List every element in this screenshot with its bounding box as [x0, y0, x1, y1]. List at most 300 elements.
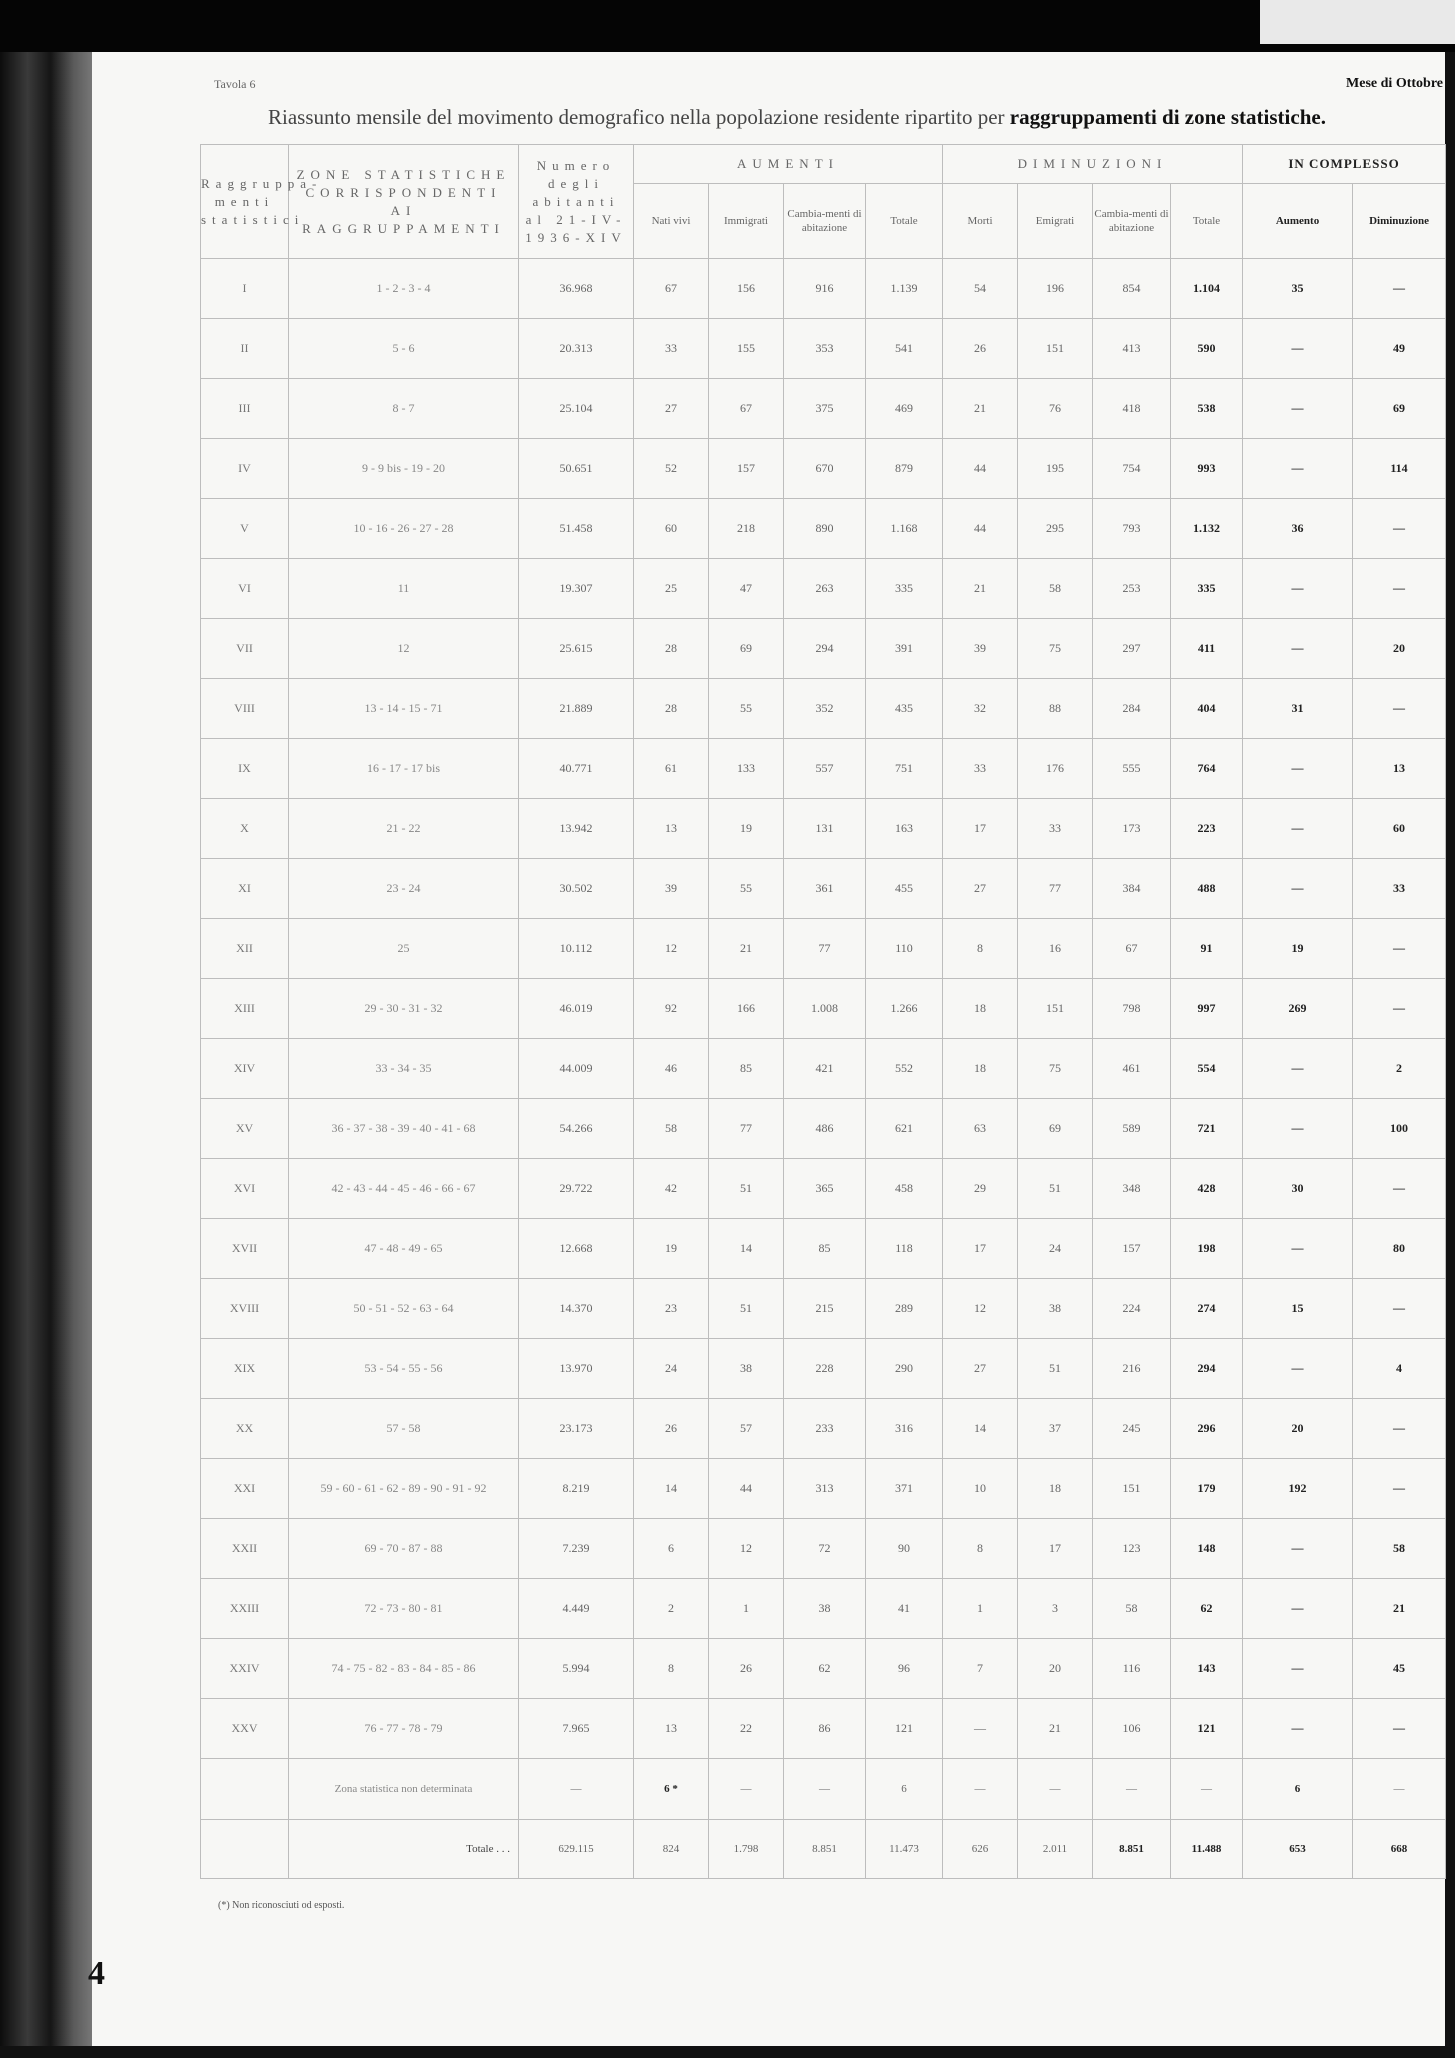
table-cell: —: [1353, 1759, 1446, 1820]
table-cell: XX: [201, 1399, 289, 1459]
table-cell: XXV: [201, 1699, 289, 1759]
footnote: (*) Non riconosciuti od esposti.: [218, 1900, 345, 1911]
table-cell: 20: [1243, 1399, 1353, 1459]
table-cell: 590: [1171, 319, 1243, 379]
table-cell: VI: [201, 559, 289, 619]
table-cell: 55: [709, 859, 784, 919]
table-row: [201, 379, 1446, 439]
table-cell: 176: [1018, 739, 1093, 799]
table-cell: —: [519, 1759, 634, 1820]
table-cell: 44: [943, 439, 1018, 499]
table-cell: 46.019: [519, 979, 634, 1039]
table-cell: —: [1243, 1579, 1353, 1639]
table-cell: 75: [1018, 1039, 1093, 1099]
table-cell: 61: [634, 739, 709, 799]
table-cell: 21.889: [519, 679, 634, 739]
table-cell: 23: [634, 1279, 709, 1339]
table-cell: 289: [866, 1279, 943, 1339]
table-cell: 51: [1018, 1159, 1093, 1219]
table-cell: II: [201, 319, 289, 379]
table-cell: 36.968: [519, 259, 634, 319]
table-cell: —: [1018, 1759, 1093, 1820]
table-row: [201, 1519, 1446, 1579]
table-row: [201, 739, 1446, 799]
table-cell: 26: [634, 1399, 709, 1459]
table-cell: 8: [634, 1639, 709, 1699]
table-cell: 52: [634, 439, 709, 499]
table-cell: —: [1353, 1699, 1446, 1759]
table-cell: 245: [1093, 1399, 1171, 1459]
table-row: [201, 1639, 1446, 1699]
table-cell: Zona statistica non determinata: [289, 1759, 519, 1820]
table-cell: 8.851: [784, 1820, 866, 1879]
table-cell: 1.104: [1171, 259, 1243, 319]
table-cell: 58: [1353, 1519, 1446, 1579]
table-cell: 143: [1171, 1639, 1243, 1699]
table-cell: 72: [784, 1519, 866, 1579]
table-cell: 69: [1353, 379, 1446, 439]
table-cell: 21: [709, 919, 784, 979]
table-cell: —: [1353, 1459, 1446, 1519]
table-cell: XXIII: [201, 1579, 289, 1639]
table-cell: 11.488: [1171, 1820, 1243, 1879]
table-cell: 13: [1353, 739, 1446, 799]
table-cell: 2: [634, 1579, 709, 1639]
table-cell: 418: [1093, 379, 1171, 439]
table-cell: 8 - 7: [289, 379, 519, 439]
table-cell: 157: [1093, 1219, 1171, 1279]
table-cell: 21: [1018, 1699, 1093, 1759]
table-cell: 36: [1243, 499, 1353, 559]
table-cell: 223: [1171, 799, 1243, 859]
table-cell: XI: [201, 859, 289, 919]
table-cell: 1.266: [866, 979, 943, 1039]
table-cell: 44: [943, 499, 1018, 559]
table-cell: —: [1243, 1639, 1353, 1699]
table-cell: 10 - 16 - 26 - 27 - 28: [289, 499, 519, 559]
table-cell: 196: [1018, 259, 1093, 319]
table-cell: 555: [1093, 739, 1171, 799]
table-cell: 653: [1243, 1820, 1353, 1879]
table-cell: 798: [1093, 979, 1171, 1039]
table-cell: 121: [866, 1699, 943, 1759]
col-cambiamenti-diminuzioni: Cambia-menti di abitazione: [1093, 184, 1171, 259]
table-cell: 1.132: [1171, 499, 1243, 559]
demographic-table: [200, 144, 1446, 1879]
table-cell: 27: [634, 379, 709, 439]
table-cell: 218: [709, 499, 784, 559]
table-cell: 30: [1243, 1159, 1353, 1219]
table-cell: XIV: [201, 1039, 289, 1099]
col-nati-vivi: Nati vivi: [634, 184, 709, 259]
table-cell: 47: [709, 559, 784, 619]
table-row: [201, 859, 1446, 919]
table-cell: 77: [1018, 859, 1093, 919]
table-cell: 114: [1353, 439, 1446, 499]
col-zone: ZONE STATISTICHE CORRISPONDENTI AI RAGGRUPPAMENTI: [289, 145, 519, 259]
table-cell: 36 - 37 - 38 - 39 - 40 - 41 - 68: [289, 1099, 519, 1159]
table-cell: 90: [866, 1519, 943, 1579]
table-cell: IX: [201, 739, 289, 799]
table-cell: —: [1353, 979, 1446, 1039]
table-cell: 31: [1243, 679, 1353, 739]
table-cell: 15: [1243, 1279, 1353, 1339]
group-in-complesso: IN COMPLESSO: [1243, 145, 1446, 184]
table-cell: [201, 1759, 289, 1820]
table-cell: 116: [1093, 1639, 1171, 1699]
table-cell: 8.219: [519, 1459, 634, 1519]
table-cell: 33 - 34 - 35: [289, 1039, 519, 1099]
table-cell: 50.651: [519, 439, 634, 499]
table-cell: 13: [634, 799, 709, 859]
table-cell: 7.965: [519, 1699, 634, 1759]
table-cell: 21: [943, 379, 1018, 439]
table-cell: XXII: [201, 1519, 289, 1579]
table-cell: 313: [784, 1459, 866, 1519]
table-cell: 58: [1093, 1579, 1171, 1639]
table-cell: 670: [784, 439, 866, 499]
table-cell: V: [201, 499, 289, 559]
table-row: [201, 1459, 1446, 1519]
table-cell: 59 - 60 - 61 - 62 - 89 - 90 - 91 - 92: [289, 1459, 519, 1519]
table-cell: 404: [1171, 679, 1243, 739]
table-cell: 348: [1093, 1159, 1171, 1219]
table-cell: 16: [1018, 919, 1093, 979]
table-cell: 10.112: [519, 919, 634, 979]
table-cell: 371: [866, 1459, 943, 1519]
table-cell: 148: [1171, 1519, 1243, 1579]
table-cell: 62: [784, 1639, 866, 1699]
table-cell: 263: [784, 559, 866, 619]
table-cell: 156: [709, 259, 784, 319]
table-cell: 85: [709, 1039, 784, 1099]
table-cell: 47 - 48 - 49 - 65: [289, 1219, 519, 1279]
table-cell: 192: [1243, 1459, 1353, 1519]
document-title: [268, 105, 1326, 130]
table-cell: 20: [1018, 1639, 1093, 1699]
table-cell: 5 - 6: [289, 319, 519, 379]
table-cell: 10: [943, 1459, 1018, 1519]
table-cell: 8.851: [1093, 1820, 1171, 1879]
table-cell: 151: [1018, 979, 1093, 1039]
table-cell: 51.458: [519, 499, 634, 559]
table-cell: 19: [1243, 919, 1353, 979]
table-cell: 751: [866, 739, 943, 799]
table-cell: —: [1243, 439, 1353, 499]
col-numero-abitanti: Numero degli abitanti al 21-IV-1936-XIV: [519, 145, 634, 259]
table-row: [201, 1339, 1446, 1399]
table-cell: 295: [1018, 499, 1093, 559]
table-cell: 2.011: [1018, 1820, 1093, 1879]
table-row: [201, 679, 1446, 739]
table-cell: 629.115: [519, 1820, 634, 1879]
table-row: [201, 439, 1446, 499]
table-cell: 469: [866, 379, 943, 439]
table-row: [201, 499, 1446, 559]
table-cell: I: [201, 259, 289, 319]
table-cell: 54.266: [519, 1099, 634, 1159]
scan-bottom-border: [0, 2046, 1455, 2058]
table-cell: 20.313: [519, 319, 634, 379]
table-cell: 13: [634, 1699, 709, 1759]
table-cell: 53 - 54 - 55 - 56: [289, 1339, 519, 1399]
table-cell: 44: [709, 1459, 784, 1519]
table-cell: —: [943, 1759, 1018, 1820]
table-cell: 123: [1093, 1519, 1171, 1579]
table-row: [201, 1039, 1446, 1099]
table-cell: 4.449: [519, 1579, 634, 1639]
table-cell: 110: [866, 919, 943, 979]
table-cell: 118: [866, 1219, 943, 1279]
table-cell: 294: [784, 619, 866, 679]
table-cell: 60: [1353, 799, 1446, 859]
table-cell: 17: [943, 1219, 1018, 1279]
table-cell: 67: [634, 259, 709, 319]
table-cell: —: [1353, 1279, 1446, 1339]
table-cell: 233: [784, 1399, 866, 1459]
table-cell: 51: [709, 1279, 784, 1339]
table-cell: 335: [866, 559, 943, 619]
table-cell: 253: [1093, 559, 1171, 619]
table-row: [201, 799, 1446, 859]
table-cell: 29: [943, 1159, 1018, 1219]
table-cell: 14.370: [519, 1279, 634, 1339]
table-cell: 19: [634, 1219, 709, 1279]
table-cell: 72 - 73 - 80 - 81: [289, 1579, 519, 1639]
table-cell: 80: [1353, 1219, 1446, 1279]
table-cell: 46: [634, 1039, 709, 1099]
table-cell: 26: [709, 1639, 784, 1699]
table-cell: 1.008: [784, 979, 866, 1039]
table-cell: 76 - 77 - 78 - 79: [289, 1699, 519, 1759]
table-cell: XXIV: [201, 1639, 289, 1699]
table-cell: 6: [866, 1759, 943, 1820]
table-cell: 24: [1018, 1219, 1093, 1279]
table-cell: 86: [784, 1699, 866, 1759]
table-cell: 77: [709, 1099, 784, 1159]
table-cell: 157: [709, 439, 784, 499]
table-cell: X: [201, 799, 289, 859]
table-cell: 50 - 51 - 52 - 63 - 64: [289, 1279, 519, 1339]
table-cell: 25: [289, 919, 519, 979]
table-row: [201, 1159, 1446, 1219]
table-cell: 421: [784, 1039, 866, 1099]
table-cell: 486: [784, 1099, 866, 1159]
table-cell: 38: [1018, 1279, 1093, 1339]
table-cell: 21: [943, 559, 1018, 619]
table-cell: 411: [1171, 619, 1243, 679]
table-cell: 228: [784, 1339, 866, 1399]
page-number: 4: [88, 1955, 105, 1992]
table-cell: 391: [866, 619, 943, 679]
table-row: [201, 979, 1446, 1039]
table-cell: 22: [709, 1699, 784, 1759]
table-cell: —: [943, 1699, 1018, 1759]
table-cell: —: [1243, 739, 1353, 799]
table-cell: 27: [943, 859, 1018, 919]
table-cell: 28: [634, 619, 709, 679]
col-emigrati: Emigrati: [1018, 184, 1093, 259]
table-cell: 100: [1353, 1099, 1446, 1159]
table-cell: 33: [943, 739, 1018, 799]
table-cell: 13.942: [519, 799, 634, 859]
table-cell: 58: [1018, 559, 1093, 619]
table-cell: 335: [1171, 559, 1243, 619]
col-totale-diminuzioni: Totale: [1171, 184, 1243, 259]
table-cell: 57: [709, 1399, 784, 1459]
table-cell: XII: [201, 919, 289, 979]
table-cell: 58: [634, 1099, 709, 1159]
table-cell: 384: [1093, 859, 1171, 919]
table-cell: 74 - 75 - 82 - 83 - 84 - 85 - 86: [289, 1639, 519, 1699]
table-cell: 27: [943, 1339, 1018, 1399]
table-cell: 215: [784, 1279, 866, 1339]
table-cell: 42: [634, 1159, 709, 1219]
table-cell: 854: [1093, 259, 1171, 319]
title-bold: raggruppamenti di zone statistiche.: [1009, 105, 1326, 129]
month-label: Mese di Ottobre: [1346, 76, 1443, 91]
table-cell: 49: [1353, 319, 1446, 379]
table-cell: 541: [866, 319, 943, 379]
table-cell: 274: [1171, 1279, 1243, 1339]
table-cell: 365: [784, 1159, 866, 1219]
table-cell: 91: [1171, 919, 1243, 979]
table-cell: 9 - 9 bis - 19 - 20: [289, 439, 519, 499]
table-cell: III: [201, 379, 289, 439]
table-cell: 77: [784, 919, 866, 979]
table-cell: 1: [943, 1579, 1018, 1639]
table-cell: 6 *: [634, 1759, 709, 1820]
table-cell: 195: [1018, 439, 1093, 499]
table-cell: 216: [1093, 1339, 1171, 1399]
table-cell: 764: [1171, 739, 1243, 799]
table-cell: —: [1243, 379, 1353, 439]
table-cell: 993: [1171, 439, 1243, 499]
table-cell: —: [1353, 559, 1446, 619]
table-cell: 12: [289, 619, 519, 679]
table-cell: 35: [1243, 259, 1353, 319]
col-cambiamenti-aumenti: Cambia-menti di abitazione: [784, 184, 866, 259]
table-number: Tavola 6: [214, 77, 256, 91]
table-row: [201, 919, 1446, 979]
table-row: [201, 1219, 1446, 1279]
table-cell: 33: [1018, 799, 1093, 859]
total-label: Totale . . .: [289, 1820, 519, 1879]
table-row: [201, 1279, 1446, 1339]
table-cell: 290: [866, 1339, 943, 1399]
table-cell: 25.615: [519, 619, 634, 679]
table-cell: 21: [1353, 1579, 1446, 1639]
table-cell: —: [709, 1759, 784, 1820]
table-row: [201, 619, 1446, 679]
table-cell: 23 - 24: [289, 859, 519, 919]
table-cell: 316: [866, 1399, 943, 1459]
table-cell: 173: [1093, 799, 1171, 859]
table-cell: 163: [866, 799, 943, 859]
table-cell: 2: [1353, 1039, 1446, 1099]
table-row-undetermined: [201, 1759, 1446, 1820]
table-cell: 14: [943, 1399, 1018, 1459]
table-cell: 16 - 17 - 17 bis: [289, 739, 519, 799]
table-cell: 890: [784, 499, 866, 559]
table-cell: 19: [709, 799, 784, 859]
table-cell: XIII: [201, 979, 289, 1039]
table-cell: 85: [784, 1219, 866, 1279]
table-cell: 284: [1093, 679, 1171, 739]
table-cell: 3: [1018, 1579, 1093, 1639]
table-cell: 51: [709, 1159, 784, 1219]
table-cell: 67: [1093, 919, 1171, 979]
table-cell: 353: [784, 319, 866, 379]
table-cell: 488: [1171, 859, 1243, 919]
scan-corner-patch: [1260, 0, 1455, 44]
table-cell: 38: [709, 1339, 784, 1399]
table-cell: 294: [1171, 1339, 1243, 1399]
table-cell: —: [1353, 919, 1446, 979]
table-cell: 4: [1353, 1339, 1446, 1399]
table-cell: —: [1243, 1219, 1353, 1279]
table-cell: —: [1243, 1519, 1353, 1579]
table-cell: 754: [1093, 439, 1171, 499]
table-cell: [201, 1820, 289, 1879]
table-cell: 621: [866, 1099, 943, 1159]
table-cell: 57 - 58: [289, 1399, 519, 1459]
table-cell: 23.173: [519, 1399, 634, 1459]
table-cell: 26: [943, 319, 1018, 379]
table-cell: 60: [634, 499, 709, 559]
table-cell: XVII: [201, 1219, 289, 1279]
table-cell: 428: [1171, 1159, 1243, 1219]
table-cell: 75: [1018, 619, 1093, 679]
table-cell: 121: [1171, 1699, 1243, 1759]
table-cell: 461: [1093, 1039, 1171, 1099]
table-cell: 269: [1243, 979, 1353, 1039]
table-cell: 1.168: [866, 499, 943, 559]
table-cell: 375: [784, 379, 866, 439]
table-cell: 63: [943, 1099, 1018, 1159]
col-immigrati: Immigrati: [709, 184, 784, 259]
table-cell: 30.502: [519, 859, 634, 919]
table-cell: 42 - 43 - 44 - 45 - 46 - 66 - 67: [289, 1159, 519, 1219]
table-cell: 7: [943, 1639, 1018, 1699]
table-cell: 151: [1018, 319, 1093, 379]
table-row: [201, 1699, 1446, 1759]
table-cell: 41: [866, 1579, 943, 1639]
table-cell: 17: [1018, 1519, 1093, 1579]
table-cell: —: [1353, 1159, 1446, 1219]
table-cell: —: [1353, 259, 1446, 319]
table-cell: 28: [634, 679, 709, 739]
table-cell: 96: [866, 1639, 943, 1699]
col-diminuzione: Diminuzione: [1353, 184, 1446, 259]
table-cell: 19.307: [519, 559, 634, 619]
table-cell: 18: [943, 1039, 1018, 1099]
table-row: [201, 319, 1446, 379]
table-cell: 32: [943, 679, 1018, 739]
table-cell: 224: [1093, 1279, 1171, 1339]
table-cell: —: [1353, 1399, 1446, 1459]
table-cell: 554: [1171, 1039, 1243, 1099]
col-raggruppamenti: Raggruppa-menti statistici: [201, 145, 289, 259]
table-cell: —: [1243, 799, 1353, 859]
table-cell: 6: [634, 1519, 709, 1579]
table-cell: 133: [709, 739, 784, 799]
table-body: [201, 259, 1446, 1879]
table-cell: 296: [1171, 1399, 1243, 1459]
table-cell: 361: [784, 859, 866, 919]
table-cell: 7.239: [519, 1519, 634, 1579]
table-cell: —: [1171, 1759, 1243, 1820]
